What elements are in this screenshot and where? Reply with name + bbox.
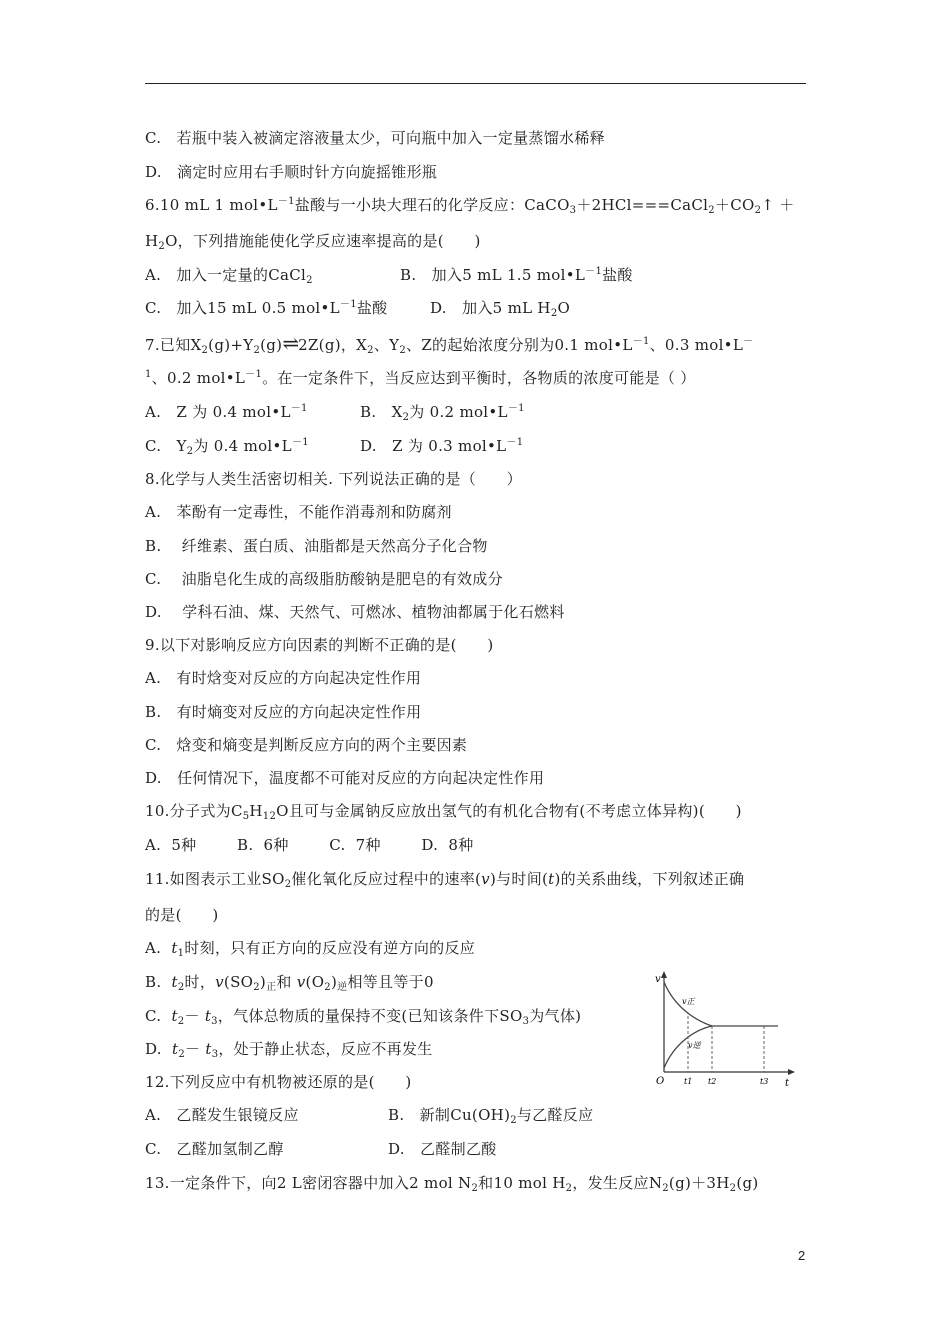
q9-option-a: A. 有时焓变对反应的方向起决定性作用 <box>145 669 422 687</box>
q8-stem: 8.化学与人类生活密切相关. 下列说法正确的是（ ） <box>145 470 522 488</box>
x-axis-arrow-icon <box>788 1069 795 1075</box>
q7-stem-line2: $^1$、0.2 $mol•L^{-1}$。在一定条件下，当反应达到平衡时，各物质的浓度可能是（ ） <box>145 369 696 387</box>
q10-options: A. 5种 B. 6种 C. 7种 D. 8种 <box>145 836 474 854</box>
header-rule <box>145 83 806 84</box>
q6-stem-line2: $H_2O$，下列措施能使化学反应速率提高的是( ) <box>145 232 481 252</box>
equilibrium-arrow-icon: ⇌ <box>282 331 299 355</box>
t2-tick-label: t2 <box>708 1077 717 1086</box>
q11-option-a: A. $t_1$时刻，只有正方向的反应没有逆方向的反应 <box>145 939 476 959</box>
q5-option-c: C. 若瓶中装入被滴定溶液量太少，可向瓶中加入一定量蒸馏水稀释 <box>145 129 605 147</box>
q6-stem-line1: 6.10 mL 1 $mol•L^{-1}$盐酸与一小块大理石的化学反应：$CaCO_3+2HCl===CaCl_2+CO_2↑$ ＋ <box>145 196 795 216</box>
v-ni-label: v逆 <box>688 1041 701 1050</box>
q9-stem: 9.以下对影响反应方向因素的判断不正确的是( ) <box>145 636 494 654</box>
q6-option-c: C. 加入15 mL 0.5 $mol•L^{-1}$盐酸 <box>145 299 388 317</box>
q7-stem-line1: 7.已知$X_2(g)+Y_2(g)\rightleftharpoons 2Z(g)$，$X_2$、$Y_2$、Z的起始浓度分别为0.1 $mol•L^{-1}$、0.3 mol•L－ <box>145 331 754 356</box>
q10-stem: 10.分子式为$C_5H_{12}O$且可与金属钠反应放出氢气的有机化合物有(不考虑立体异构)( ) <box>145 802 742 822</box>
q8-option-b: B. 纤维素、蛋白质、油脂都是天然高分子化合物 <box>145 537 488 555</box>
rate-time-graph <box>652 968 802 1090</box>
q11-stem-line1: 11.如图表示工业$SO_2$催化氧化反应过程中的速率(v)与时间(t)的关系曲线，下列叙述正确 <box>145 870 745 890</box>
q12-option-a: A. 乙醛发生银镜反应 <box>145 1106 299 1124</box>
q12-option-b: B. 新制$Cu(OH)_2$与乙醛反应 <box>388 1106 594 1126</box>
q7-option-c: C. $Y_2$为 0.4 $mol•L^{-1}$ <box>145 437 309 457</box>
x-axis-label: t <box>785 1078 790 1089</box>
q9-option-b: B. 有时熵变对反应的方向起决定性作用 <box>145 703 422 721</box>
y-axis-arrow-icon <box>661 971 667 978</box>
page-number: 2 <box>798 1248 806 1263</box>
q13-stem: 13.一定条件下，向2 L密闭容器中加入2 mol $N_2$和10 mol $H_2$，发生反应$N_2(g)+3H_2(g)$ <box>145 1174 759 1194</box>
q9-option-c: C. 焓变和熵变是判断反应方向的两个主要因素 <box>145 736 468 754</box>
t3-tick-label: t3 <box>760 1077 769 1086</box>
q7-option-b: B. $X_2$为 0.2 $mol•L^{-1}$ <box>360 403 525 423</box>
q12-option-c: C. 乙醛加氢制乙醇 <box>145 1140 284 1158</box>
q5-option-d: D. 滴定时应用右手顺时针方向旋摇锥形瓶 <box>145 163 438 181</box>
q12-stem: 12.下列反应中有机物被还原的是( ) <box>145 1073 412 1091</box>
origin-label: O <box>656 1076 665 1087</box>
q8-option-a: A. 苯酚有一定毒性，不能作消毒剂和防腐剂 <box>145 503 452 521</box>
q8-option-c: C. 油脂皂化生成的高级脂肪酸钠是肥皂的有效成分 <box>145 570 503 588</box>
q11-option-b: B. $t_2$时，$v(SO_2)_正$和 $v(O_2)_逆$相等且等于0 <box>145 973 434 993</box>
q12-option-d: D. 乙醛制乙酸 <box>388 1140 497 1158</box>
t1-tick-label: t1 <box>684 1077 693 1086</box>
v-zheng-label: v正 <box>682 997 695 1006</box>
q11-option-c: C. $t_2- t_3$，气体总物质的量保持不变(已知该条件下$SO_3$为气体) <box>145 1007 582 1027</box>
q6-option-d: D. 加入5 mL $H_2O$ <box>430 299 571 319</box>
q6-option-b: B. 加入5 mL 1.5 $mol•L^{-1}$盐酸 <box>400 266 633 284</box>
q6-option-a: A. 加入一定量的CaCl$_2$ <box>145 266 313 286</box>
y-axis-label: v <box>655 974 661 985</box>
q9-option-d: D. 任何情况下，温度都不可能对反应的方向起决定性作用 <box>145 769 545 787</box>
q11-stem-line2: 的是( ) <box>145 906 219 924</box>
q7-option-a: A. Z 为 0.4 $mol•L^{-1}$ <box>145 403 308 421</box>
q8-option-d: D. 学科石油、煤、天然气、可燃冰、植物油都属于化石燃料 <box>145 603 565 621</box>
q11-option-d: D. $t_2- t_3$，处于静止状态，反应不再发生 <box>145 1040 433 1060</box>
q7-option-d: D. Z 为 0.3 $mol•L^{-1}$ <box>360 437 524 455</box>
